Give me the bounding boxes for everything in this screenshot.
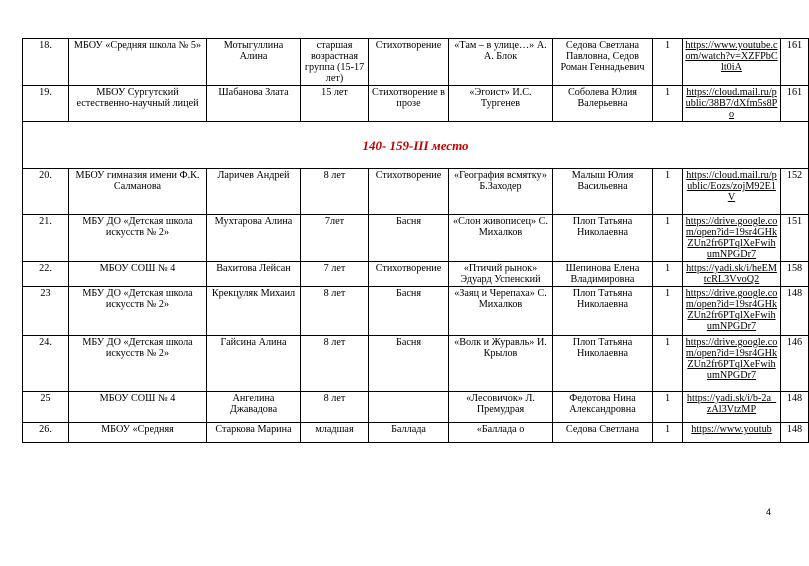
participant-count-cell: 1 <box>653 287 683 336</box>
table-row <box>23 262 809 287</box>
school-name-cell: МБУ ДО «Детская школа искусств № 2» <box>69 287 207 336</box>
teacher-name-cell: Шепинова Елена Владимировна <box>553 262 653 287</box>
school-name-cell: МБОУ СОШ № 4 <box>69 262 207 287</box>
section-header: 140- 159-III место <box>23 122 809 169</box>
table-row <box>23 86 809 122</box>
participant-name-cell: Гайсина Алина <box>207 336 301 392</box>
score-cell: 148 <box>781 392 809 423</box>
score-cell: 161 <box>781 39 809 86</box>
genre-cell: Стихотворение <box>369 39 449 86</box>
work-title-cell: «Птичий рынок» Эдуард Успенский <box>449 262 553 287</box>
genre-cell <box>369 392 449 423</box>
video-link[interactable]: https://yadi.sk/i/heEMtcRL3VvoQ2 <box>686 263 777 285</box>
table-row <box>23 336 809 392</box>
video-link-cell <box>683 287 781 336</box>
genre-cell: Стихотворение <box>369 262 449 287</box>
row-number-cell: 23 <box>23 287 69 336</box>
work-title-cell: «Заяц и Черепаха» С. Михалков <box>449 287 553 336</box>
age-group-cell: 7 лет <box>301 262 369 287</box>
participant-count-cell: 1 <box>653 215 683 262</box>
row-number-cell: 20. <box>23 169 69 215</box>
table-row <box>23 215 809 262</box>
work-title-cell: «Лесовичок» Л. Премудрая <box>449 392 553 423</box>
video-link[interactable]: https://drive.google.com/open?id=19sr4GHkZUn2fr6PTqlXeFwihumNPGDr7 <box>685 216 778 260</box>
row-number-cell: 25 <box>23 392 69 423</box>
work-title-cell: «Волк и Журавль» И. Крылов <box>449 336 553 392</box>
participant-count-cell: 1 <box>653 39 683 86</box>
table-row <box>23 287 809 336</box>
participant-count-cell: 1 <box>653 169 683 215</box>
video-link-cell <box>683 39 781 86</box>
school-name-cell: МБОУ «Средняя школа № 5» <box>69 39 207 86</box>
video-link[interactable]: https://www.youtube.com/watch?v=XZFPbClt0iA <box>685 40 778 73</box>
genre-cell: Басня <box>369 336 449 392</box>
school-name-cell: МБОУ СОШ № 4 <box>69 392 207 423</box>
school-name-cell: МБУ ДО «Детская школа искусств № 2» <box>69 215 207 262</box>
age-group-cell: 8 лет <box>301 392 369 423</box>
school-name-cell: МБОУ «Средняя <box>69 423 207 443</box>
genre-cell: Басня <box>369 215 449 262</box>
participant-name-cell: Ларичев Андрей <box>207 169 301 215</box>
score-cell: 152 <box>781 169 809 215</box>
score-cell: 146 <box>781 336 809 392</box>
school-name-cell: МБОУ гимназия имени Ф.К. Салманова <box>69 169 207 215</box>
participant-name-cell: Вахитова Лейсан <box>207 262 301 287</box>
participant-name-cell: Старкова Марина <box>207 423 301 443</box>
participant-name-cell: Шабанова Злата <box>207 86 301 122</box>
table-row <box>23 169 809 215</box>
row-number-cell: 24. <box>23 336 69 392</box>
video-link-cell <box>683 336 781 392</box>
teacher-name-cell: Малыш Юлия Васильевна <box>553 169 653 215</box>
age-group-cell: старшая возрастная группа (15-17 лет) <box>301 39 369 86</box>
video-link[interactable]: https://cloud.mail.ru/public/38B7/dXfm5s8Po <box>685 87 778 120</box>
genre-cell: Баллада <box>369 423 449 443</box>
teacher-name-cell: Федотова Нина Александровна <box>553 392 653 423</box>
age-group-cell: 7лет <box>301 215 369 262</box>
score-cell: 158 <box>781 262 809 287</box>
video-link[interactable]: https://drive.google.com/open?id=19sr4GHkZUn2fr6PTqlXeFwihumNPGDr7 <box>685 337 778 381</box>
work-title-cell: «Эгоист» И.С. Тургенев <box>449 86 553 122</box>
video-link-cell <box>683 423 781 443</box>
video-link-cell <box>683 86 781 122</box>
school-name-cell: МБОУ Сургутский естественно-научный лицей <box>69 86 207 122</box>
age-group-cell: 15 лет <box>301 86 369 122</box>
teacher-name-cell: Плоп Татьяна Николаевна <box>553 336 653 392</box>
teacher-name-cell: Плоп Татьяна Николаевна <box>553 215 653 262</box>
section-header-row <box>23 122 809 169</box>
video-link-cell <box>683 392 781 423</box>
work-title-cell: «География всмятку» Б.Заходер <box>449 169 553 215</box>
teacher-name-cell: Седова Светлана Павловна, Седов Роман Геннадьевич <box>553 39 653 86</box>
score-cell: 148 <box>781 287 809 336</box>
participant-count-cell: 1 <box>653 336 683 392</box>
video-link-cell <box>683 169 781 215</box>
work-title-cell: «Там – в улице…» А. А. Блок <box>449 39 553 86</box>
video-link[interactable]: https://drive.google.com/open?id=19sr4GHkZUn2fr6PTqlXeFwihumNPGDr7 <box>685 288 778 332</box>
video-link[interactable]: https://cloud.mail.ru/public/Eozs/zojM92E1V <box>686 170 777 203</box>
age-group-cell: 8 лет <box>301 336 369 392</box>
video-link[interactable]: https://yadi.sk/i/b-2a_zAl3VtzMP <box>686 393 777 415</box>
row-number-cell: 26. <box>23 423 69 443</box>
age-group-cell: младшая <box>301 423 369 443</box>
video-link-cell <box>683 215 781 262</box>
teacher-name-cell: Плоп Татьяна Николаевна <box>553 287 653 336</box>
video-link-cell <box>683 262 781 287</box>
score-cell: 161 <box>781 86 809 122</box>
row-number-cell: 21. <box>23 215 69 262</box>
teacher-name-cell: Соболева Юлия Валерьевна <box>553 86 653 122</box>
participant-count-cell: 1 <box>653 423 683 443</box>
page-number: 4 <box>766 507 772 517</box>
age-group-cell: 8 лет <box>301 287 369 336</box>
age-group-cell: 8 лет <box>301 169 369 215</box>
participant-name-cell: Крекцуляк Михаил <box>207 287 301 336</box>
work-title-cell: «Слон живописец» С. Михалков <box>449 215 553 262</box>
participant-count-cell: 1 <box>653 86 683 122</box>
row-number-cell: 19. <box>23 86 69 122</box>
participant-name-cell: Мотыгуллина Алина <box>207 39 301 86</box>
genre-cell: Стихотворение в прозе <box>369 86 449 122</box>
school-name-cell: МБУ ДО «Детская школа искусств № 2» <box>69 336 207 392</box>
video-link[interactable]: https://www.youtub <box>691 424 772 435</box>
results-table <box>22 38 809 443</box>
score-cell: 148 <box>781 423 809 443</box>
work-title-cell: «Баллада о <box>449 423 553 443</box>
participant-count-cell: 1 <box>653 262 683 287</box>
genre-cell: Басня <box>369 287 449 336</box>
genre-cell: Стихотворение <box>369 169 449 215</box>
table-row <box>23 39 809 86</box>
score-cell: 151 <box>781 215 809 262</box>
participant-count-cell: 1 <box>653 392 683 423</box>
teacher-name-cell: Седова Светлана <box>553 423 653 443</box>
row-number-cell: 18. <box>23 39 69 86</box>
participant-name-cell: Мухтарова Алина <box>207 215 301 262</box>
row-number-cell: 22. <box>23 262 69 287</box>
table-row <box>23 423 809 443</box>
table-row <box>23 392 809 423</box>
participant-name-cell: Ангелина Джавадова <box>207 392 301 423</box>
